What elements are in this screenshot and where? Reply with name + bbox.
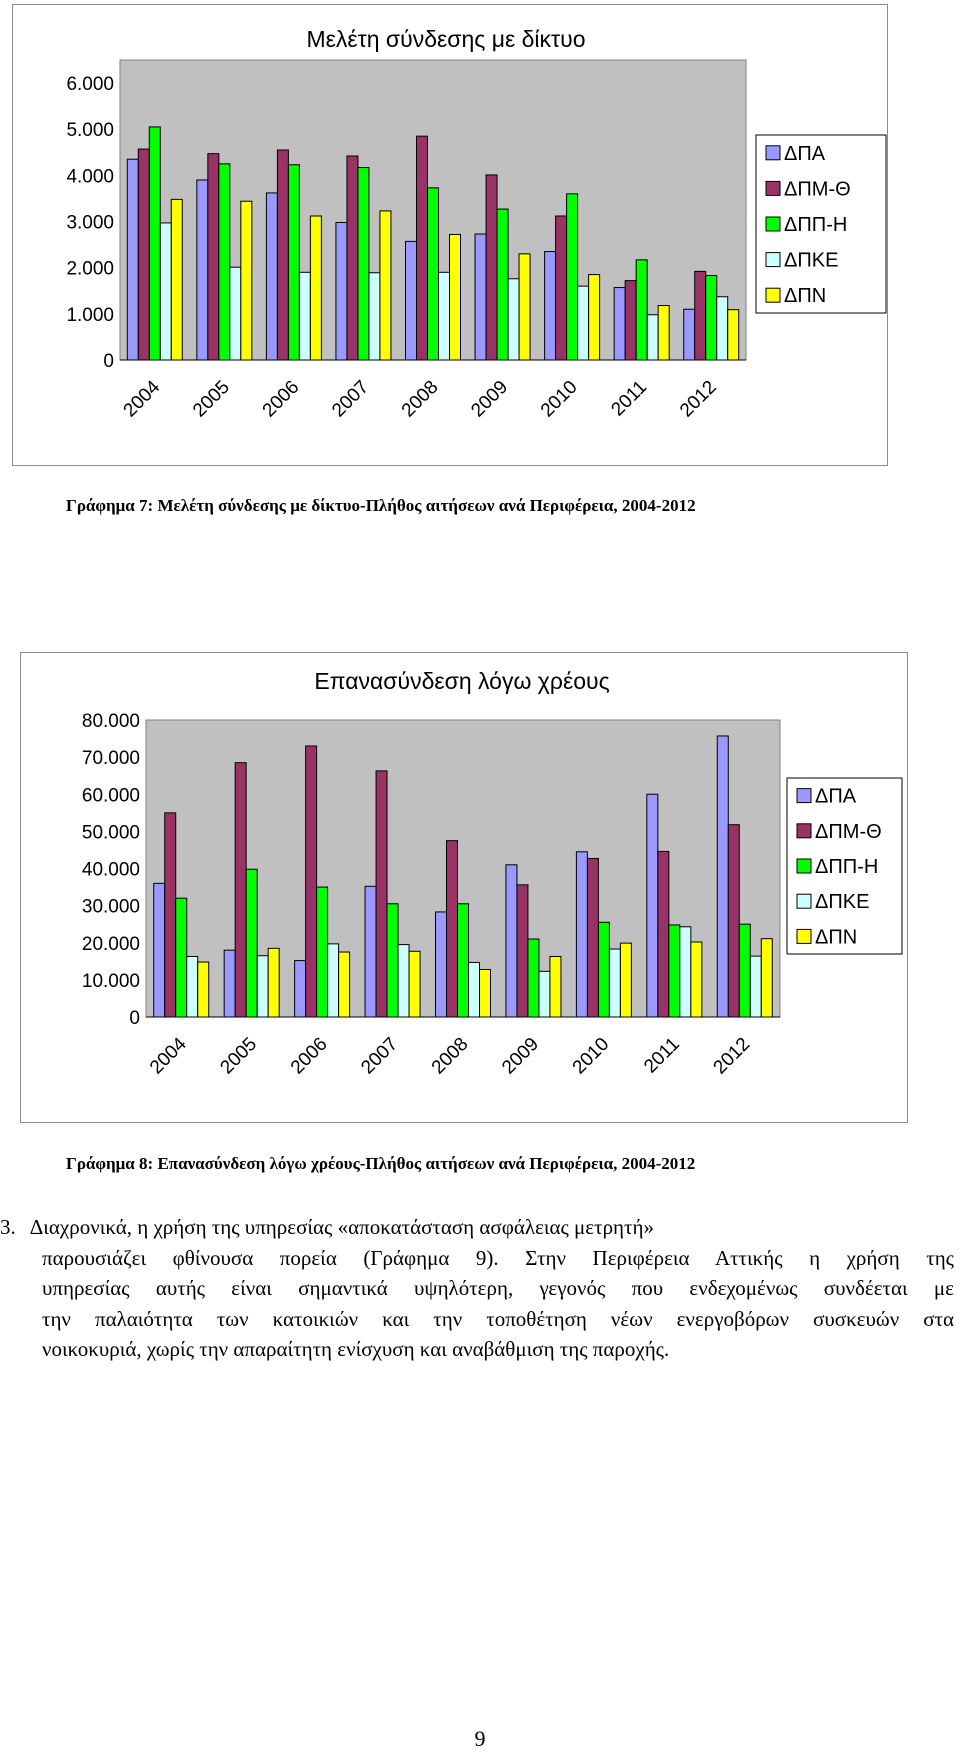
chart-debt-reconnection xyxy=(20,652,908,1123)
bar xyxy=(235,763,246,1017)
bar xyxy=(609,949,620,1017)
bar xyxy=(486,175,497,360)
bar xyxy=(154,883,165,1017)
chart-svg xyxy=(13,5,889,467)
x-tick-label: 2010 xyxy=(568,1033,614,1079)
bar xyxy=(428,188,439,360)
bar xyxy=(589,275,600,360)
bar xyxy=(620,943,631,1017)
x-tick-label: 2012 xyxy=(676,376,721,422)
bar xyxy=(219,164,230,360)
bar xyxy=(149,127,160,360)
bar xyxy=(761,939,772,1017)
figure-caption-8: Γράφημα 8: Επανασύνδεση λόγω χρέους-Πλήθος αιτήσεων ανά Περιφέρεια, 2004-2012 xyxy=(66,1154,696,1173)
bar xyxy=(647,794,658,1017)
legend-label: ΔΠΑ xyxy=(815,785,857,808)
bar xyxy=(299,272,310,360)
list-number: 3. xyxy=(0,1215,16,1239)
figure-caption-7: Γράφημα 7: Μελέτη σύνδεσης με δίκτυο-Πλήθος αιτήσεων ανά Περιφέρεια, 2004-2012 xyxy=(66,496,696,515)
x-tick-label: 2012 xyxy=(709,1033,755,1079)
y-tick-label: 4.000 xyxy=(66,166,114,188)
legend-label: ΔΠΚΕ xyxy=(784,249,839,272)
legend-label: ΔΠΜ-Θ xyxy=(815,820,882,843)
y-tick-label: 20.000 xyxy=(81,933,140,955)
body-paragraph xyxy=(0,1212,954,1365)
legend-swatch xyxy=(766,217,780,231)
chart-title: Επανασύνδεση λόγω χρέους xyxy=(314,668,610,694)
bar xyxy=(469,962,480,1017)
paragraph-line-3: υπηρεσίας αυτής είναι σημαντικά υψηλότερη, γεγονός που ενδεχομένως συνδέεται με xyxy=(42,1276,954,1300)
x-tick-label: 2006 xyxy=(286,1033,332,1079)
chart-svg xyxy=(21,653,909,1124)
bar xyxy=(406,241,417,360)
bar xyxy=(450,234,461,360)
bar xyxy=(625,281,636,360)
bar xyxy=(578,286,589,360)
bar xyxy=(176,898,187,1017)
bar xyxy=(277,150,288,360)
bar xyxy=(508,279,519,360)
legend-label: ΔΠΝ xyxy=(815,926,858,949)
bar xyxy=(567,194,578,360)
bar xyxy=(224,950,235,1017)
y-tick-label: 6.000 xyxy=(66,74,114,96)
bar xyxy=(417,136,428,360)
bar xyxy=(517,885,528,1017)
x-tick-label: 2011 xyxy=(640,1033,684,1078)
bar xyxy=(528,939,539,1017)
bar xyxy=(376,771,387,1017)
bar xyxy=(409,951,420,1017)
bar xyxy=(380,211,391,360)
legend-label: ΔΠΜ-Θ xyxy=(784,178,851,201)
y-tick-label: 80.000 xyxy=(81,711,140,732)
bar xyxy=(647,315,658,360)
bar xyxy=(717,297,728,360)
bar xyxy=(614,288,625,360)
y-tick-label: 3.000 xyxy=(66,212,114,234)
legend-swatch xyxy=(766,288,780,302)
legend-label: ΔΠΝ xyxy=(784,285,827,308)
bar xyxy=(539,971,550,1017)
bar xyxy=(165,813,176,1017)
legend-swatch xyxy=(766,181,780,195)
x-tick-label: 2005 xyxy=(216,1033,262,1079)
bar xyxy=(198,962,209,1017)
x-tick-label: 2008 xyxy=(427,1033,473,1079)
bar xyxy=(328,944,339,1017)
bar xyxy=(171,199,182,360)
x-tick-label: 2009 xyxy=(498,1033,543,1079)
legend-label: ΔΠΠ-Η xyxy=(815,856,879,878)
bar xyxy=(347,156,358,360)
y-tick-label: 40.000 xyxy=(81,859,140,881)
y-tick-label: 60.000 xyxy=(81,785,140,807)
x-tick-label: 2004 xyxy=(146,1033,191,1079)
bar xyxy=(475,234,486,360)
bar xyxy=(306,746,317,1017)
paragraph-line-5: νοικοκυριά, χωρίς την απαραίτητη ενίσχυση και αναβάθμιση της παροχής. xyxy=(42,1337,670,1361)
bar xyxy=(750,956,761,1017)
bar xyxy=(576,852,587,1017)
bar xyxy=(208,154,219,360)
x-tick-label: 2010 xyxy=(536,376,582,422)
bar xyxy=(436,912,447,1017)
bar xyxy=(519,254,530,360)
bar xyxy=(197,180,208,360)
legend-swatch xyxy=(797,929,811,943)
legend-label: ΔΠΑ xyxy=(784,142,826,165)
bar xyxy=(246,869,257,1017)
bar xyxy=(317,887,328,1017)
legend-swatch xyxy=(766,253,780,267)
bar xyxy=(506,865,517,1017)
paragraph-line-1 xyxy=(0,1212,954,1243)
x-tick-label: 2004 xyxy=(119,376,165,422)
page-number: 9 xyxy=(474,1726,486,1751)
bar xyxy=(358,168,369,360)
bar xyxy=(336,222,347,360)
bar xyxy=(587,858,598,1017)
bar xyxy=(545,252,556,360)
bar xyxy=(365,886,376,1017)
legend-swatch xyxy=(797,789,811,803)
legend-swatch xyxy=(797,894,811,908)
bar xyxy=(728,825,739,1017)
x-tick-label: 2006 xyxy=(258,376,304,422)
bar xyxy=(127,159,138,360)
bar xyxy=(160,223,171,360)
bar xyxy=(398,945,409,1017)
legend-swatch xyxy=(797,824,811,838)
x-tick-label: 2007 xyxy=(328,376,373,422)
bar xyxy=(728,310,739,360)
bar xyxy=(684,309,695,360)
legend-swatch xyxy=(766,146,780,160)
bar xyxy=(717,736,728,1017)
y-tick-label: 10.000 xyxy=(81,970,140,992)
bar xyxy=(458,904,469,1017)
bar xyxy=(310,216,321,360)
bar xyxy=(739,924,750,1017)
bar xyxy=(658,306,669,360)
bar xyxy=(480,969,491,1017)
y-tick-label: 0 xyxy=(129,1008,140,1029)
x-tick-label: 2008 xyxy=(397,376,443,422)
y-tick-label: 70.000 xyxy=(81,748,140,770)
paragraph-line-4: την παλαιότητα των κατοικιών και την τοποθέτηση νέων ενεργοβόρων συσκευών στα xyxy=(42,1306,954,1331)
legend-swatch xyxy=(797,859,811,873)
paragraph-text: Διαχρονικά, η χρήση της υπηρεσίας «αποκατάσταση ασφάλειας μετρητή» xyxy=(29,1215,654,1239)
x-tick-label: 2009 xyxy=(467,376,513,422)
y-tick-label: 2.000 xyxy=(66,258,114,280)
bar xyxy=(636,260,647,360)
bar xyxy=(497,209,508,360)
x-tick-label: 2011 xyxy=(607,376,652,421)
bar xyxy=(691,942,702,1017)
bar xyxy=(669,925,680,1017)
y-tick-label: 5.000 xyxy=(66,120,114,142)
legend-label: ΔΠΚΕ xyxy=(815,891,870,914)
bar xyxy=(439,272,450,360)
bar xyxy=(658,851,669,1017)
legend-label: ΔΠΠ-Η xyxy=(784,214,848,236)
bar xyxy=(680,927,691,1017)
bar xyxy=(339,952,350,1017)
bar xyxy=(556,216,567,360)
bar xyxy=(288,165,299,360)
chart-network-connection-study xyxy=(12,4,888,466)
bar xyxy=(295,961,306,1017)
x-tick-label: 2005 xyxy=(189,376,234,422)
bar xyxy=(266,193,277,360)
bar xyxy=(187,956,198,1017)
y-tick-label: 1.000 xyxy=(66,304,114,326)
chart-title: Μελέτη σύνδεσης με δίκτυο xyxy=(306,26,586,52)
bar xyxy=(257,956,268,1017)
bar xyxy=(241,201,252,360)
bar xyxy=(138,149,149,360)
x-tick-label: 2007 xyxy=(357,1033,403,1079)
y-tick-label: 30.000 xyxy=(81,896,140,918)
bar xyxy=(369,273,380,360)
y-tick-label: 50.000 xyxy=(81,822,140,844)
bar xyxy=(268,948,279,1017)
bar xyxy=(447,841,458,1017)
bar xyxy=(706,276,717,360)
paragraph-line-2: παρουσιάζει φθίνουσα πορεία (Γράφημα 9). Στην Περιφέρεια Αττικής η χρήση της xyxy=(42,1245,954,1270)
bar xyxy=(550,956,561,1017)
bar xyxy=(598,922,609,1017)
y-tick-label: 0 xyxy=(103,351,114,372)
bar xyxy=(387,904,398,1017)
bar xyxy=(230,267,241,360)
bar xyxy=(695,271,706,360)
